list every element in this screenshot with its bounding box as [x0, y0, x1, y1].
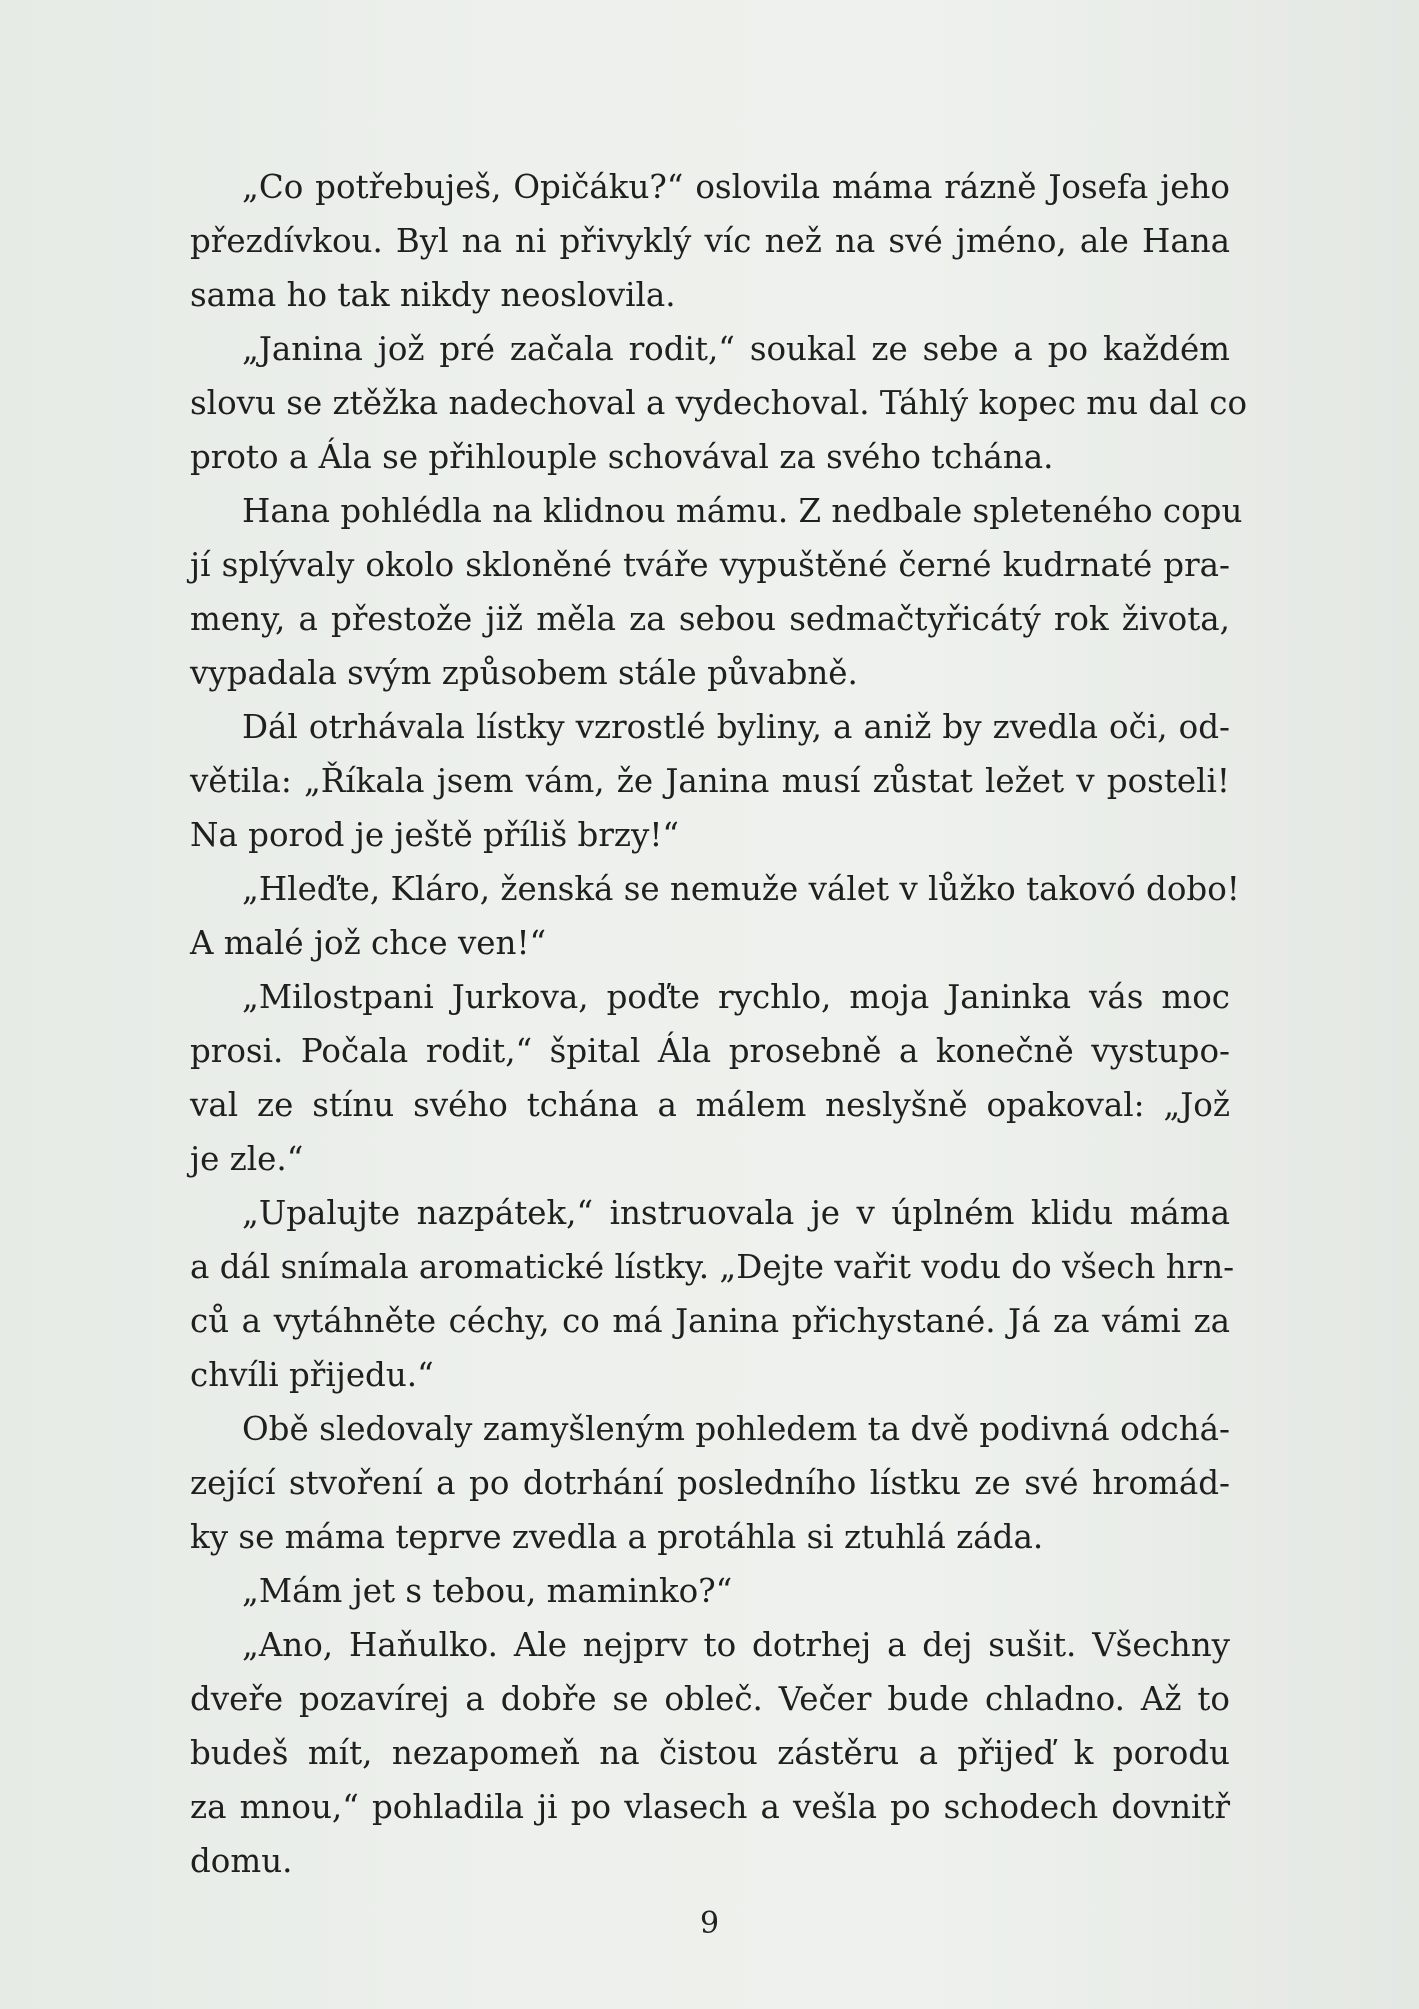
text-line: zející stvoření a po dotrhání posledního lístku ze své hromád- [190, 1464, 1230, 1502]
text-line: slovu se ztěžka nadechoval a vydechoval. Táhlý kopec mu dal co [190, 384, 1248, 422]
text-line: „Ano, Haňulko. Ale nejprv to dotrhej a dej sušit. Všechny [242, 1626, 1230, 1664]
text-line: jí splývaly okolo skloněné tváře vypuštěné černé kudrnaté pra- [190, 546, 1230, 584]
text-line: meny, a přestože již měla za sebou sedmačtyřicátý rok života, [190, 600, 1230, 638]
text-line: přezdívkou. Byl na ni přivyklý víc než na své jméno, ale Hana [190, 222, 1230, 260]
text-line: „Hleďte, Kláro, ženská se nemuže válet v lůžko takovó dobo! [242, 870, 1240, 908]
text-line: Na porod je ještě příliš brzy!“ [190, 816, 680, 854]
text-line: ců a vytáhněte céchy, co má Janina přichystané. Já za vámi za [190, 1302, 1230, 1340]
text-line: „Co potřebuješ, Opičáku?“ oslovila máma rázně Josefa jeho [242, 168, 1230, 206]
text-line: sama ho tak nikdy neoslovila. [190, 276, 676, 314]
text-line: ky se máma teprve zvedla a protáhla si ztuhlá záda. [190, 1518, 1044, 1556]
text-line: A malé jož chce ven!“ [190, 924, 547, 962]
text-line: je zle.“ [190, 1140, 304, 1178]
text-line: „Janina jož pré začala rodit,“ soukal ze sebe a po každém [242, 330, 1230, 368]
text-line: „Upalujte nazpátek,“ instruovala je v úplném klidu máma [242, 1194, 1230, 1232]
text-line: „Milostpani Jurkova, poďte rychlo, moja Janinka vás moc [242, 978, 1230, 1016]
text-line: dveře pozavírej a dobře se obleč. Večer bude chladno. Až to [190, 1680, 1230, 1718]
text-line: domu. [190, 1842, 293, 1880]
text-line: prosi. Počala rodit,“ špital Ála prosebně a konečně vystupo- [190, 1032, 1230, 1070]
body-text [190, 160, 1248, 1888]
text-line: vypadala svým způsobem stále půvabně. [190, 654, 858, 692]
text-line: větila: „Říkala jsem vám, že Janina musí zůstat ležet v posteli! [190, 762, 1230, 800]
text-line: proto a Ála se přihlouple schovával za svého tchána. [190, 438, 1054, 476]
text-line: chvíli přijedu.“ [190, 1356, 434, 1394]
text-line: budeš mít, nezapomeň na čistou zástěru a přijeď k porodu [190, 1734, 1230, 1772]
text-line: Dál otrhávala lístky vzrostlé byliny, a aniž by zvedla oči, od- [242, 708, 1230, 746]
page-number: 9 [699, 1906, 720, 1941]
text-line: a dál snímala aromatické lístky. „Dejte vařit vodu do všech hrn- [190, 1248, 1235, 1286]
text-line: Hana pohlédla na klidnou mámu. Z nedbale spleteného copu [242, 492, 1243, 530]
text-line: „Mám jet s tebou, maminko?“ [242, 1572, 733, 1610]
text-line: val ze stínu svého tchána a málem neslyšně opakoval: „Jož [190, 1086, 1230, 1124]
text-line: Obě sledovaly zamyšleným pohledem ta dvě podivná odchá- [242, 1410, 1230, 1448]
text-line: za mnou,“ pohladila ji po vlasech a vešla po schodech dovnitř [190, 1788, 1230, 1826]
